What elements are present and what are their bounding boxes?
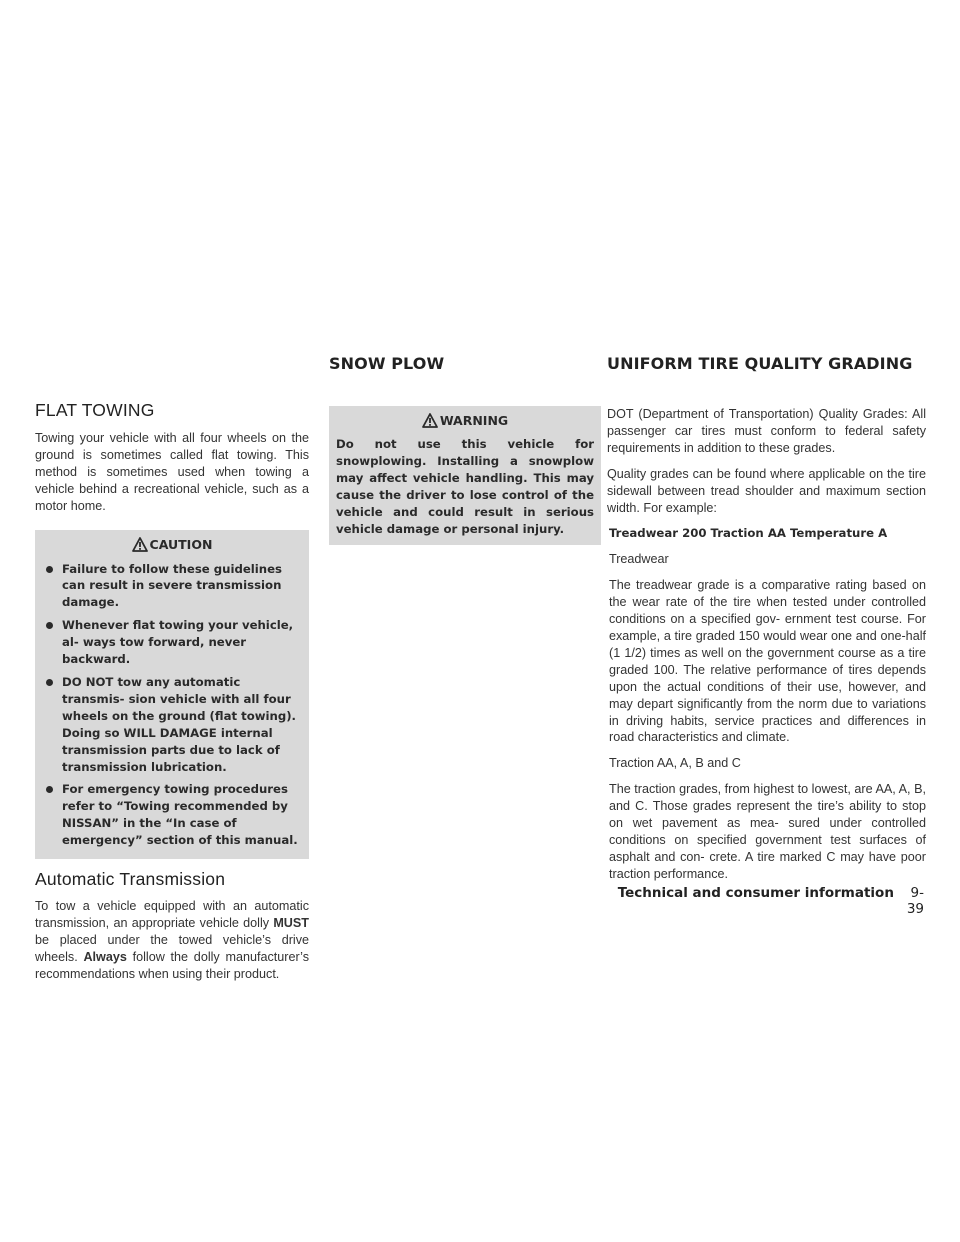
flat-towing-title: FLAT TOWING (35, 400, 155, 420)
treadwear-heading: Treadwear (609, 552, 669, 567)
warning-triangle-icon (422, 413, 438, 428)
flat-towing-column (35, 400, 309, 983)
automatic-transmission-text: To tow a vehicle equipped with an automatic transmission, an appropriate vehicle dolly MUST be placed under the towed vehicle’s drive wheels. Always follow the dolly manufacturer’s recommendations when using their product. (35, 899, 309, 981)
tire-grade-example: Treadwear 200 Traction AA Temperature A (609, 526, 888, 541)
warning-box (329, 406, 601, 545)
always-emphasis: Always (83, 949, 127, 964)
footer-section-title: Technical and consumer information (617, 885, 894, 901)
warning-text: Do not use this vehicle for snowplowing. Installing a snowplow may affect vehicle handling. This may cause the driver to lose control of the vehicle and could result in serious vehicle damage or personal injury. (336, 437, 594, 536)
warning-title-row (329, 413, 601, 428)
automatic-transmission-title: Automatic Transmission (35, 869, 226, 890)
tire-grading-heading: UNIFORM TIRE QUALITY GRADING (607, 354, 913, 373)
flat-towing-intro: Towing your vehicle with all four wheels on the ground is sometimes called flat towing. This method is sometimes used when towing a vehicle behind a recreational vehicle, such as a motor home. (35, 431, 309, 513)
tire-grading-p1: DOT (Department of Transportation) Quality Grades: All passenger car tires must conform to federal safety requirements in addition to these grades. (607, 407, 926, 455)
tire-grading-column (607, 406, 926, 883)
bullet-icon (46, 566, 53, 573)
page-footer (604, 885, 924, 917)
caution-box (35, 530, 309, 860)
bullet-icon (46, 622, 53, 629)
warning-title: WARNING (439, 413, 509, 428)
bullet-icon (46, 786, 53, 793)
caution-title: CAUTION (149, 536, 213, 552)
caution-item: Whenever flat towing your vehicle, al- ways tow forward, never backward. (44, 617, 300, 668)
caution-title-row (44, 537, 300, 552)
caution-item: For emergency towing procedures refer to “Towing recommended by NISSAN” in the “In case of emergency” section of this manual. (44, 781, 300, 849)
caution-list (44, 561, 300, 850)
snow-plow-heading: SNOW PLOW (329, 354, 445, 373)
traction-heading: Traction AA, A, B and C (609, 756, 741, 771)
tire-grading-p2: Quality grades can be found where applicable on the tire sidewall between tread shoulder and maximum section width. For example: (607, 466, 926, 515)
caution-item: DO NOT tow any automatic transmis- sion vehicle with all four wheels on the ground (flat towing). Doing so WILL DAMAGE internal transmission parts due to lack of transmission lubrication. (44, 674, 300, 775)
traction-text: The traction grades, from highest to lowest, are AA, A, B, and C. Those grades represent the tire’s ability to stop on wet pavement as mea- sured under controlled conditions on specified government test surfaces of asphalt and con- crete. A tire marked C may have poor traction performance. (609, 782, 926, 881)
must-emphasis: MUST (273, 915, 309, 930)
page-number: 9-39 (906, 885, 924, 917)
warning-triangle-icon (132, 537, 148, 552)
treadwear-text: The treadwear grade is a comparative rating based on the wear rate of the tire when tested under controlled conditions on a specified gov- ernment test course. For example, a tire graded 150 would wear one and one-half (1 1/2) times as well on the government course as a tire graded 100. The relative performance of tires depends upon the actual conditions of their use, however, and may depart significantly from the norm due to variations in driving habits, service practices and differences in road characteristics and climate. (609, 578, 926, 745)
caution-item: Failure to follow these guidelines can result in severe transmission damage. (44, 561, 300, 612)
bullet-icon (46, 679, 53, 686)
